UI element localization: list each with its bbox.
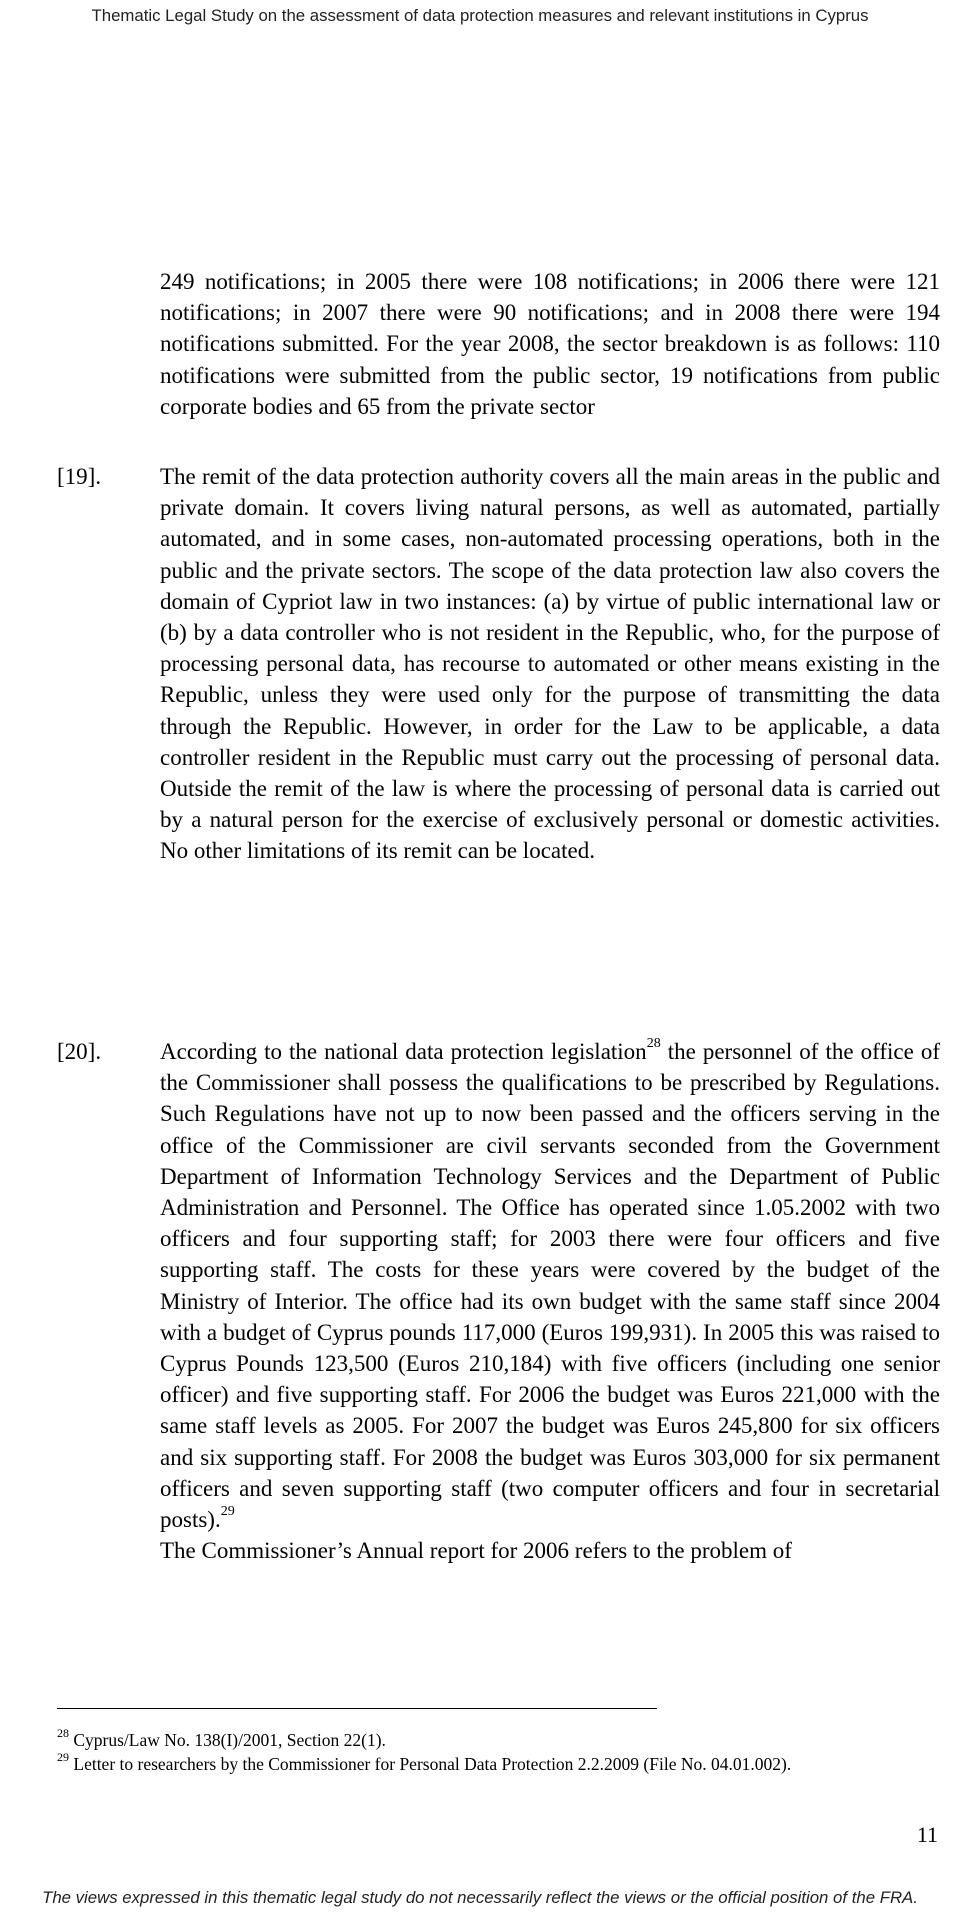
paragraph-number-19: [19]. [57, 464, 102, 489]
footnote-mark-28: 28 [57, 1726, 69, 1741]
footnote-mark-29: 29 [57, 1750, 69, 1765]
footnote-text: Cyprus/Law No. 138(I)/2001, Section 22(1). [73, 1730, 386, 1750]
footnote-29 [57, 1752, 937, 1776]
running-header: Thematic Legal Study on the assessment of data protection measures and relevant institutions in Cyprus [91, 6, 869, 25]
page-number: 11 [916, 1822, 938, 1847]
paragraph-19: The remit of the data protection authority covers all the main areas in the public and private domain. It covers living natural persons, as well as automated, partially automated, and in some cases, non-automated processing operations, both in the public and the private sectors. The scope of the data protection law also covers the domain of Cypriot law in two instances: (a) by virtue of public international law or (b) by a data controller who is not resident in the Republic, who, for the purpose of processing personal data, has recourse to automated or other means existing in the Republic, unless they were used only for the purpose of transmitting the data through the Republic. However, in order for the Law to be applicable, a data controller resident in the Republic must carry out the processing of personal data. Outside the remit of the law is where the processing of personal data is carried out by a natural person for the exercise of exclusively personal or domestic activities. No other limitations of its remit can be located. [160, 464, 940, 864]
paragraph-20-text-b: the personnel of the office of the Commissioner shall possess the qualifications to be prescribed by Regulations. Such Regulations have not up to now been passed and the officers serving in the office of the Commissioner are civil servants seconded from the Government Department of Information Technology Services and the Department of Public Administration and Personnel. The Office has operated since 1.05.2002 with two officers and four supporting staff; for 2003 there were four officers and five supporting staff. The costs for these years were covered by the budget of the Ministry of Interior. The office had its own budget with the same staff since 2004 with a budget of Cyprus pounds 117,000 (Euros 199,931). In 2005 this was raised to Cyprus Pounds 123,500 (Euros 210,184) with five officers (including one senior officer) and five supporting staff. For 2006 the budget was Euros 221,000 with the same staff levels as 2005. For 2007 the budget was Euros 245,800 for six officers and six supporting staff. For 2008 the budget was Euros 303,000 for six permanent officers and seven supporting staff (two computer officers and four in secretarial posts). [160, 1039, 940, 1533]
footnote-ref-29[interactable]: 29 [220, 1504, 235, 1520]
paragraph-number-20: [20]. [57, 1039, 102, 1064]
paragraph-continued: 249 notifications; in 2005 there were 108 notifications; in 2006 there were 121 notifications; in 2007 there were 90 notifications; and in 2008 there were 194 notifications submitted. For the year 2008, the sector breakdown is as follows: 110 notifications were submitted from the public sector, 19 notifications from public corporate bodies and 65 from the private sector [160, 269, 940, 419]
paragraph-20-text-c: The Commissioner’s Annual report for 2006 refers to the problem of [160, 1538, 792, 1564]
paragraph-20-text-a: According to the national data protection legislation [160, 1039, 647, 1064]
footer-disclaimer: The views expressed in this thematic legal study do not necessarily reflect the views or the official position of the FRA. [42, 1888, 918, 1907]
footnote-28 [57, 1728, 937, 1752]
footnote-text: Letter to researchers by the Commissioner for Personal Data Protection 2.2.2009 (File No. 04.01.002). [73, 1754, 792, 1774]
footnote-ref-28[interactable]: 28 [646, 1036, 661, 1052]
footnote-separator [57, 1708, 657, 1709]
paragraph-20 [160, 1036, 940, 1566]
